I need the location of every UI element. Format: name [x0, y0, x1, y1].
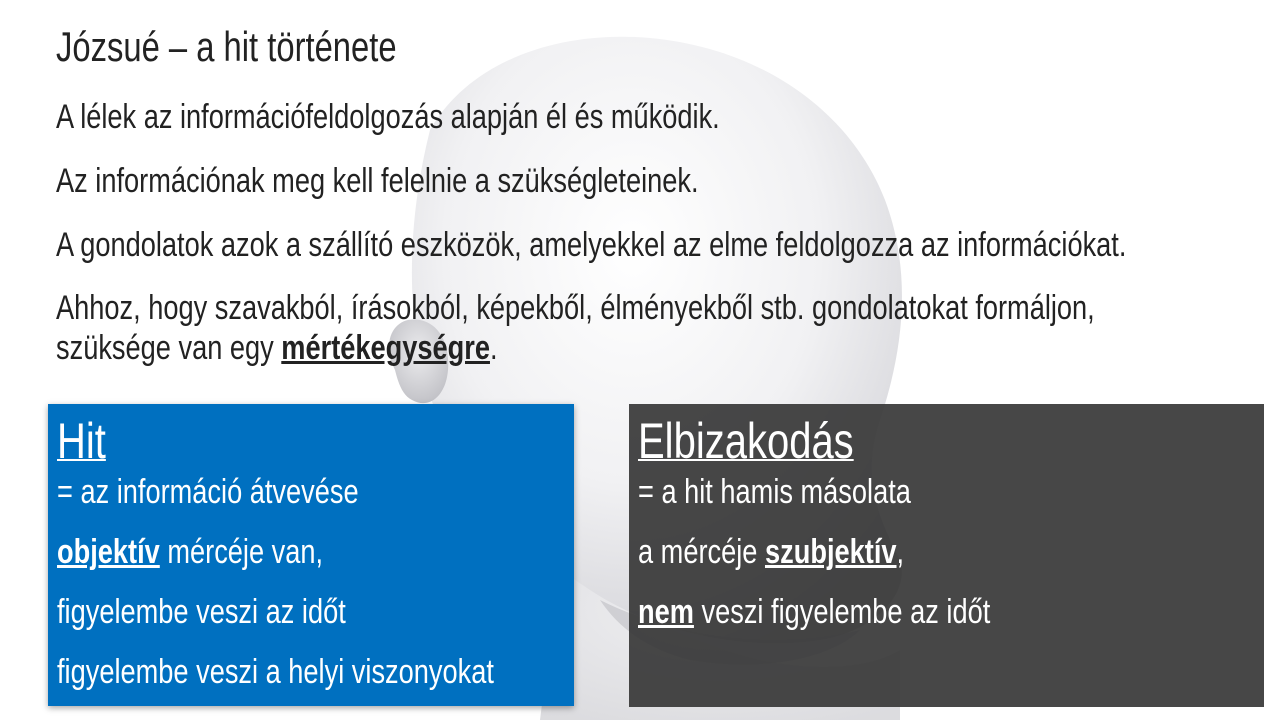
emphasis-objektiv: objektív — [57, 533, 160, 571]
elbizakodas-box-line-2-prefix: a mércéje — [638, 533, 765, 571]
elbizakodas-box-line-3 — [638, 592, 990, 632]
hit-box-line-1: = az információ átvevése — [57, 473, 359, 511]
body-line-4-suffix: . — [489, 329, 498, 367]
elbizakodas-box-line-1: = a hit hamis másolata — [638, 473, 911, 511]
elbizakodas-box-title: Elbizakodás — [638, 413, 854, 469]
body-line-2: Az információnak meg kell felelnie a szükségleteinek. — [56, 162, 699, 200]
body-line-4 — [56, 288, 1126, 368]
elbizakodas-box-line-2 — [638, 532, 990, 572]
elbizakodas-box-content — [638, 410, 990, 652]
hit-box-line-2-rest: mércéje van, — [159, 533, 324, 571]
hit-box-title: Hit — [57, 413, 106, 469]
elbizakodas-box-line-2-suffix: , — [896, 533, 905, 571]
hit-box — [48, 404, 574, 706]
body-line-1: A lélek az információfeldolgozás alapján él és működik. — [56, 98, 720, 136]
hit-box-line-4: figyelembe veszi a helyi viszonyokat — [57, 653, 494, 691]
hit-box-content — [57, 410, 494, 712]
emphasis-szubjektiv: szubjektív — [764, 533, 897, 571]
body-line-3: A gondolatok azok a szállító eszközök, amelyekkel az elme feldolgozza az információkat. — [56, 226, 1127, 264]
hit-box-line-2 — [57, 532, 494, 572]
body-line-4-text: Ahhoz, hogy szavakból, írásokból, képekből, élményekből stb. gondolatokat formáljon, — [56, 289, 1095, 327]
emphasis-nem: nem — [638, 593, 694, 631]
emphasis-mertekegysegre: mértékegységre — [281, 329, 490, 367]
hit-box-line-3: figyelembe veszi az időt — [57, 593, 346, 631]
slide-title: Józsué – a hit története — [56, 23, 397, 70]
slide-body — [56, 96, 1280, 368]
body-line-4-prefix: szüksége van egy — [56, 329, 282, 367]
elbizakodas-box-line-3-rest: veszi figyelembe az időt — [693, 593, 991, 631]
elbizakodas-box — [629, 404, 1264, 707]
